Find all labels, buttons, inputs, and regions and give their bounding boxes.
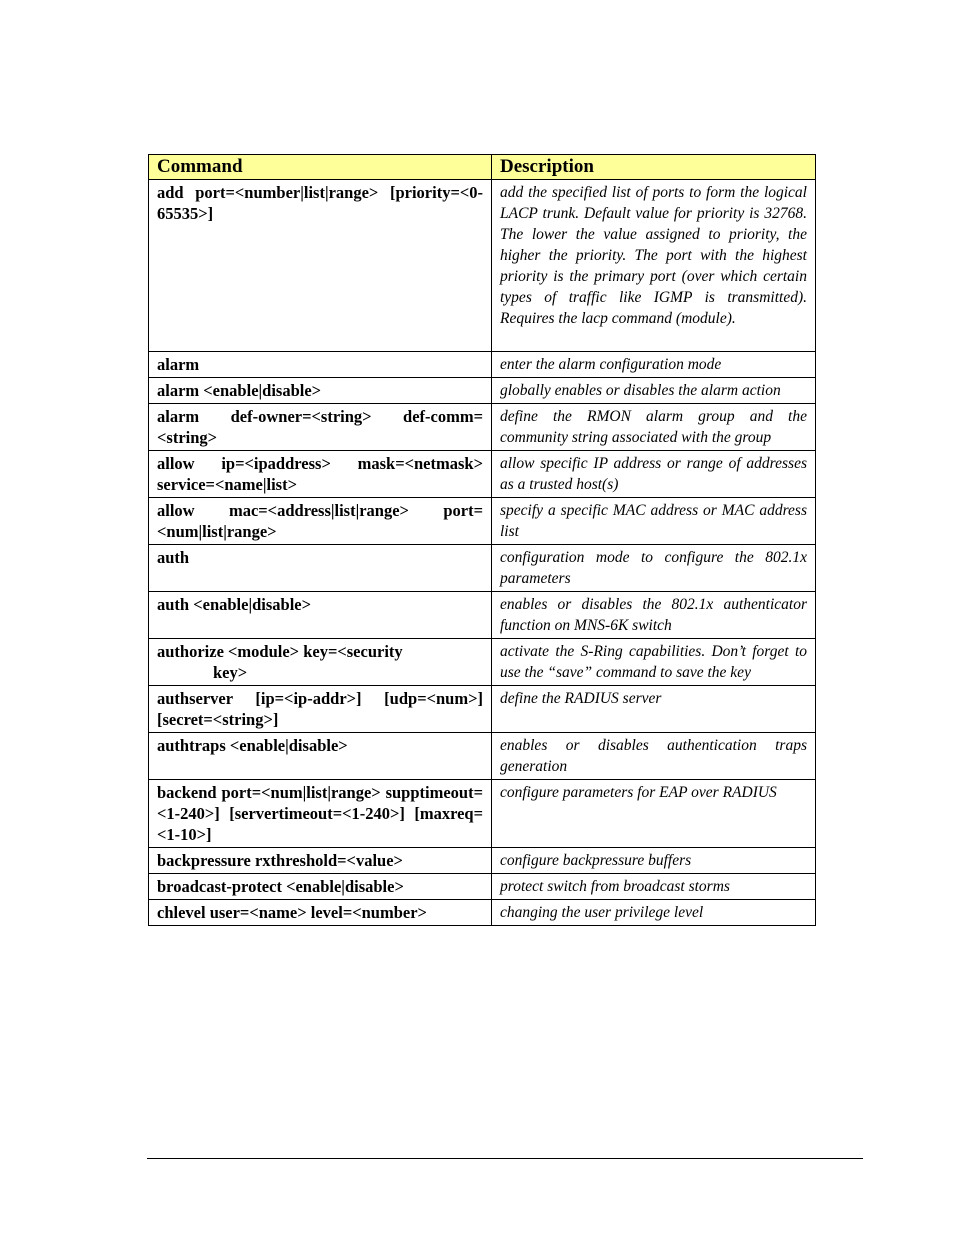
command-cell: backpressure rxthreshold=<value> (149, 848, 492, 874)
header-command: Command (149, 155, 492, 180)
command-cell (149, 639, 492, 686)
command-cell: authserver [ip=<ip-addr>] [udp=<num>] [secret=<string>] (149, 686, 492, 733)
command-cell: alarm <enable|disable> (149, 378, 492, 404)
command-text: authorize <module> key=<security (157, 642, 403, 661)
command-cell: alarm (149, 352, 492, 378)
table-row (149, 404, 816, 451)
table-row (149, 686, 816, 733)
command-cell: allow mac=<address|list|range> port=<num|list|range> (149, 498, 492, 545)
command-cell: broadcast-protect <enable|disable> (149, 874, 492, 900)
description-cell: add the specified list of ports to form the logical LACP trunk. Default value for priority is 32768. The lower the value assigned to priority, the higher the priority. The port with the highest priority is the primary port (over which certain types of traffic like IGMP is transmitted). Requires the lacp command (module). (492, 180, 816, 352)
command-cell: backend port=<num|list|range> supptimeout=<1-240>] [servertimeout=<1-240>] [maxreq=<1-10>] (149, 780, 492, 848)
command-text-cont: key> (213, 663, 248, 682)
table-row (149, 180, 816, 352)
command-cell: add port=<number|list|range> [priority=<0-65535>] (149, 180, 492, 352)
table-row (149, 900, 816, 926)
description-cell: configuration mode to configure the 802.1x parameters (492, 545, 816, 592)
description-cell: enter the alarm configuration mode (492, 352, 816, 378)
table-row (149, 592, 816, 639)
description-cell: enables or disables authentication traps generation (492, 733, 816, 780)
table-row (149, 451, 816, 498)
footer-rule (147, 1158, 863, 1159)
table-row (149, 874, 816, 900)
table-row (149, 848, 816, 874)
table-row (149, 352, 816, 378)
description-cell: activate the S-Ring capabilities. Don’t forget to use the “save” command to save the key (492, 639, 816, 686)
table-row (149, 545, 816, 592)
description-cell: globally enables or disables the alarm action (492, 378, 816, 404)
table-row (149, 639, 816, 686)
description-cell: enables or disables the 802.1x authenticator function on MNS-6K switch (492, 592, 816, 639)
table-row (149, 498, 816, 545)
command-cell: auth <enable|disable> (149, 592, 492, 639)
description-cell: define the RMON alarm group and the community string associated with the group (492, 404, 816, 451)
description-cell: define the RADIUS server (492, 686, 816, 733)
description-cell: changing the user privilege level (492, 900, 816, 926)
description-cell: configure backpressure buffers (492, 848, 816, 874)
command-table (148, 154, 816, 926)
command-cell: alarm def-owner=<string> def-comm=<string> (149, 404, 492, 451)
table-row (149, 733, 816, 780)
command-cell: authtraps <enable|disable> (149, 733, 492, 780)
command-cell: auth (149, 545, 492, 592)
table-row (149, 378, 816, 404)
table-header-row (149, 155, 816, 180)
description-cell: specify a specific MAC address or MAC address list (492, 498, 816, 545)
header-description: Description (492, 155, 816, 180)
command-cell: allow ip=<ipaddress> mask=<netmask> service=<name|list> (149, 451, 492, 498)
table-row (149, 780, 816, 848)
description-cell: protect switch from broadcast storms (492, 874, 816, 900)
description-cell: allow specific IP address or range of addresses as a trusted host(s) (492, 451, 816, 498)
description-cell: configure parameters for EAP over RADIUS (492, 780, 816, 848)
command-cell: chlevel user=<name> level=<number> (149, 900, 492, 926)
